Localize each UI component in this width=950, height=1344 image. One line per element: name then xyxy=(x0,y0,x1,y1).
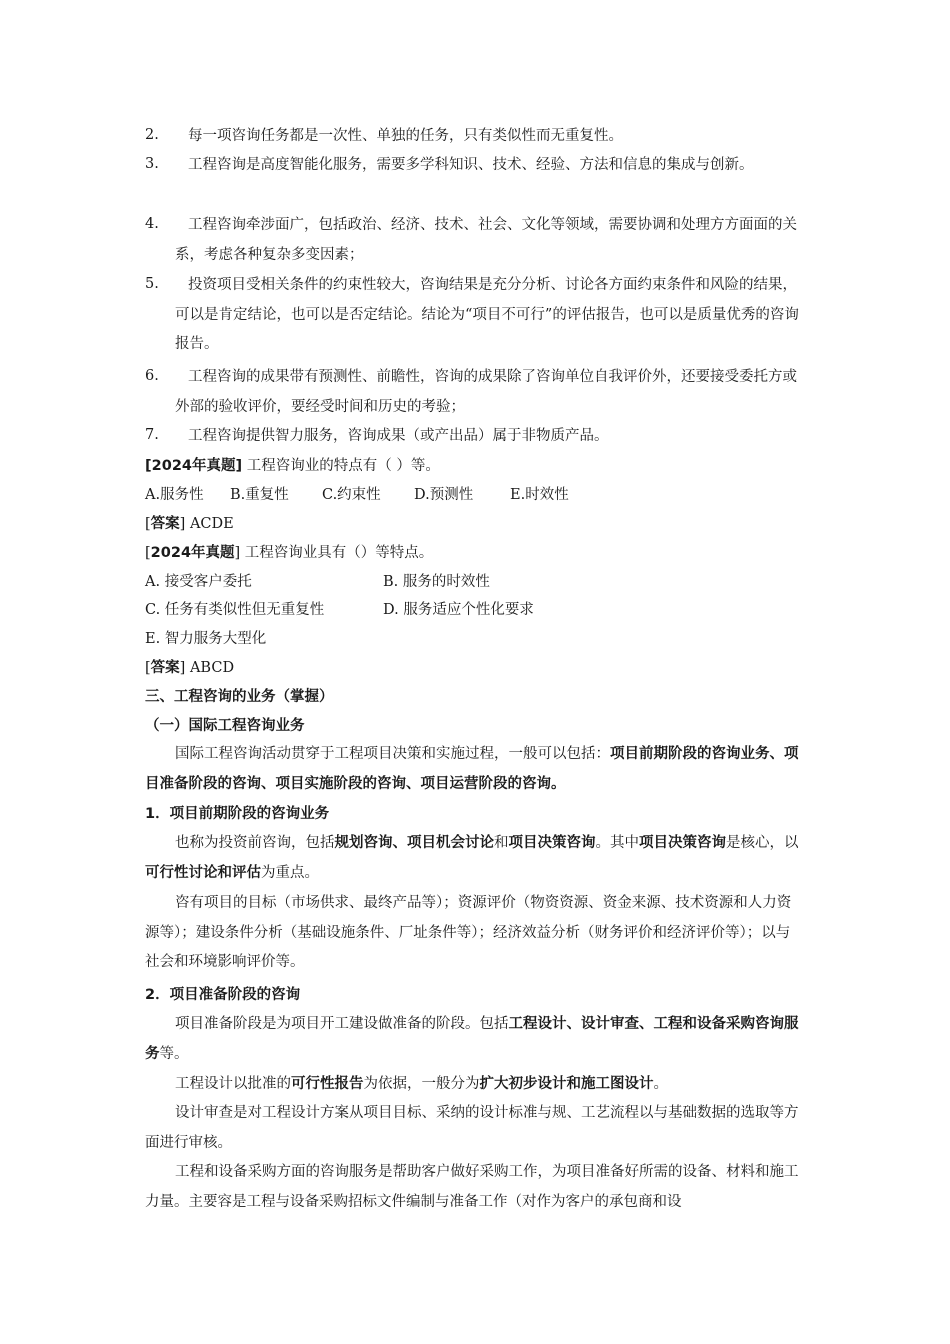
list-item xyxy=(175,151,800,181)
option-b: B. 服务的时效性 xyxy=(383,574,490,590)
option-e: E. 智力服务大型化 xyxy=(145,631,267,647)
option-b: B.重复性 xyxy=(230,487,289,503)
paragraph-pre-stage-1: 也称为投资前咨询，包括规划咨询、项目机会讨论和项目决策咨询。其中项目决策咨询是核心，以可行性讨论和评估为重点。 xyxy=(145,835,799,881)
list-number: 7. xyxy=(145,427,159,443)
list-item xyxy=(175,271,800,360)
paragraph-intro: 国际工程咨询活动贯穿于工程项目决策和实施过程，一般可以包括：项目前期阶段的咨询业务、项目准备阶段的咨询、项目实施阶段的咨询、项目运营阶段的咨询。 xyxy=(145,746,799,792)
heading-prep-stage: 2．项目准备阶段的咨询 xyxy=(145,987,301,1003)
paragraph-prep-4: 工程和设备采购方面的咨询服务是帮助客户做好采购工作，为项目准备好所需的设备、材料和施工力量。主要容是工程与设备采购招标文件编制与准备工作（对作为客户的承包商和设 xyxy=(145,1164,799,1210)
list-item-text: 工程咨询的成果带有预测性、前瞻性，咨询的成果除了咨询单位自我评价外，还要接受委托方或外部的验收评价，要经受时间和历史的考验； xyxy=(175,369,797,415)
list-item xyxy=(175,122,800,152)
paragraph-prep-1: 项目准备阶段是为项目开工建设做准备的阶段。包括工程设计、设计审查、工程和设备采购咨询服务等。 xyxy=(145,1016,799,1062)
list-number: 6. xyxy=(145,368,159,384)
option-d: D.预测性 xyxy=(414,487,474,503)
answer-label: 答案 xyxy=(150,660,180,676)
subsection-heading: （一）国际工程咨询业务 xyxy=(145,718,305,734)
list-item-text: 工程咨询提供智力服务，咨询成果（或产出品）属于非物质产品。 xyxy=(188,428,609,444)
list-number: 3. xyxy=(145,156,159,172)
list-item xyxy=(175,422,800,452)
answer-2: [答案] ABCD xyxy=(145,660,235,676)
question-tag: 2024年真题 xyxy=(150,545,235,561)
paragraph-prep-3: 设计审查是对工程设计方案从项目目标、采纳的设计标准与规、工艺流程以与基础数据的选取等方面进行审核。 xyxy=(145,1105,799,1151)
answer-value: ACDE xyxy=(185,516,234,532)
paragraph-pre-stage-2: 咨有项目的目标（市场供求、最终产品等）；资源评价（物资资源、资金来源、技术资源和人力资源等）；建设条件分析（基础设施条件、厂址条件等）；经济效益分析（财务评价和经济评价等）；以与社会和环境影响评价等。 xyxy=(145,895,792,970)
list-item xyxy=(175,363,800,422)
option-a: A. 接受客户委托 xyxy=(145,574,252,590)
option-a: A.服务性 xyxy=(145,487,204,503)
answer-value: ABCD xyxy=(185,660,235,676)
list-number: 2. xyxy=(145,127,159,143)
list-item-text: 每一项咨询任务都是一次性、单独的任务，只有类似性而无重复性。 xyxy=(188,128,623,144)
list-item xyxy=(175,211,800,270)
list-item-text: 工程咨询是高度智能化服务，需要多学科知识、技术、经验、方法和信息的集成与创新。 xyxy=(188,157,754,173)
option-c: C.约束性 xyxy=(322,487,381,503)
option-c: C. 任务有类似性但无重复性 xyxy=(145,602,325,618)
answer-label: 答案 xyxy=(150,516,180,532)
question-tag-open: [ xyxy=(145,458,152,474)
exam-question-1 xyxy=(145,456,440,476)
list-number: 4. xyxy=(145,216,159,232)
question-tag-close: ] xyxy=(235,458,243,474)
list-item-text: 投资项目受相关条件的约束性较大，咨询结果是充分分析、讨论各方面约束条件和风险的结果，可以是肯定结论，也可以是否定结论。结论为“项目不可行”的评估报告，也可以是质量优秀的咨询报告。 xyxy=(175,277,799,352)
section-heading: 三、工程咨询的业务（掌握） xyxy=(145,689,334,705)
answer-1: [答案] ACDE xyxy=(145,516,234,532)
question-tag: 2024年真题 xyxy=(151,458,236,474)
option-d: D. 服务适应个性化要求 xyxy=(383,602,534,618)
question-text: 工程咨询业的特点有（ ）等。 xyxy=(242,458,440,474)
heading-pre-stage: 1．项目前期阶段的咨询业务 xyxy=(145,806,330,822)
question-text: 工程咨询业具有（）等特点。 xyxy=(240,545,434,561)
list-number: 5. xyxy=(145,276,159,292)
option-e: E.时效性 xyxy=(510,487,569,503)
exam-question-2: [2024年真题] 工程咨询业具有（）等特点。 xyxy=(145,545,434,561)
list-item-text: 工程咨询牵涉面广，包括政治、经济、技术、社会、文化等领域，需要协调和处理方方面面的关系，考虑各种复杂多变因素； xyxy=(175,217,797,263)
paragraph-prep-2: 工程设计以批准的可行性报告为依据，一般分为扩大初步设计和施工图设计。 xyxy=(175,1076,668,1092)
